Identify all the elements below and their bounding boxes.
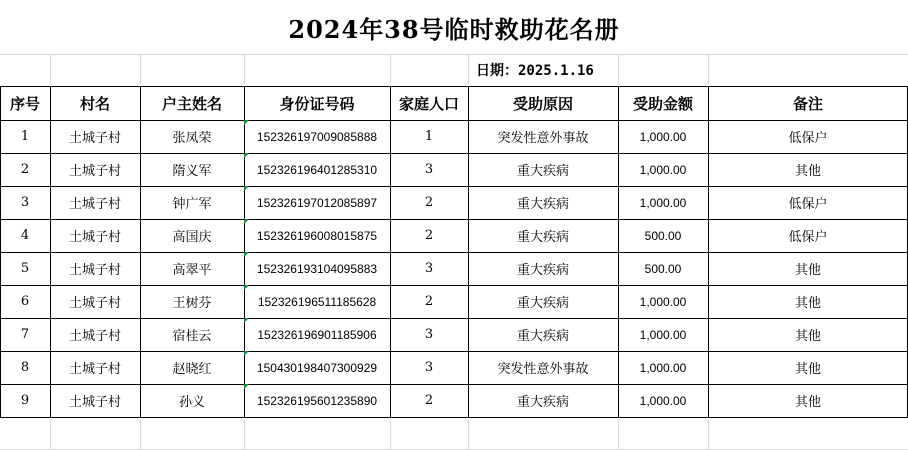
gridline [708, 417, 709, 450]
table-cell-family[interactable]: 2 [424, 195, 434, 210]
table-cell-note[interactable]: 其他 [794, 263, 821, 278]
gridline [0, 54, 908, 55]
sheet-title: 2024年38号临时救助花名册 [288, 14, 620, 44]
table-cell-family[interactable]: 3 [424, 162, 434, 177]
column-header[interactable]: 村名 [79, 94, 110, 113]
table-cell-amount[interactable]: 500.00 [644, 228, 682, 243]
table-cell-id[interactable]: 152326196901185906 [244, 318, 390, 351]
table-cell-id[interactable]: 152326195601235890 [244, 384, 390, 417]
table-cell-amount[interactable]: 1,000.00 [639, 129, 687, 144]
gridline [140, 417, 141, 450]
gridline [244, 54, 245, 86]
table-cell-no[interactable]: 3 [20, 195, 30, 210]
column-header[interactable]: 家庭人口 [398, 94, 459, 113]
table-cell-id[interactable]: 150430198407300929 [244, 351, 390, 384]
column-header[interactable]: 户主姓名 [161, 94, 222, 113]
table-cell-id[interactable]: 152326196008015875 [244, 219, 390, 252]
text-number-flag-icon [244, 384, 249, 389]
table-cell-family[interactable]: 3 [424, 261, 434, 276]
table-cell-note[interactable]: 低保户 [788, 197, 828, 212]
column-header[interactable]: 备注 [792, 94, 823, 113]
gridline [708, 54, 709, 86]
column-header[interactable]: 受助原因 [512, 94, 573, 113]
table-cell-name[interactable]: 王树芬 [172, 296, 212, 311]
gridline [390, 417, 391, 450]
table-cell-village[interactable]: 土城子村 [68, 395, 121, 410]
column-header[interactable]: 序号 [9, 94, 40, 113]
table-cell-id[interactable]: 152326193104095883 [244, 252, 390, 285]
text-number-flag-icon [244, 252, 249, 257]
date-cell[interactable]: 日期：2025.1.16 [476, 63, 594, 79]
gridline [468, 54, 469, 86]
table-cell-name[interactable]: 钟广军 [172, 197, 212, 212]
table-cell-name[interactable]: 隋义军 [172, 164, 212, 179]
table-cell-no[interactable]: 5 [20, 261, 30, 276]
table-cell-amount[interactable]: 1,000.00 [639, 162, 687, 177]
table-cell-name[interactable]: 高翠平 [172, 263, 212, 278]
table-cell-reason[interactable]: 重大疾病 [516, 197, 569, 212]
table-cell-amount[interactable]: 500.00 [644, 261, 682, 276]
table-cell-amount[interactable]: 1,000.00 [639, 393, 687, 408]
table-cell-note[interactable]: 其他 [794, 362, 821, 377]
table-cell-amount[interactable]: 1,000.00 [639, 294, 687, 309]
table-cell-family[interactable]: 2 [424, 393, 434, 408]
table-cell-village[interactable]: 土城子村 [68, 329, 121, 344]
gridline [618, 54, 619, 86]
table-cell-note[interactable]: 低保户 [788, 230, 828, 245]
table-cell-village[interactable]: 土城子村 [68, 131, 121, 146]
gridline [618, 417, 619, 450]
gridline [390, 54, 391, 86]
gridline [244, 417, 245, 450]
text-number-flag-icon [244, 285, 249, 290]
text-number-flag-icon [244, 120, 249, 125]
table-cell-family[interactable]: 3 [424, 327, 434, 342]
table-cell-name[interactable]: 孙义 [178, 395, 205, 410]
text-number-flag-icon [244, 219, 249, 224]
table-cell-no[interactable]: 4 [20, 228, 30, 243]
table-cell-reason[interactable]: 重大疾病 [516, 230, 569, 245]
table-cell-note[interactable]: 低保户 [788, 131, 828, 146]
table-cell-id[interactable]: 152326196401285310 [244, 153, 390, 186]
table-border [0, 417, 908, 418]
table-cell-no[interactable]: 6 [20, 294, 30, 309]
table-cell-village[interactable]: 土城子村 [68, 263, 121, 278]
table-cell-amount[interactable]: 1,000.00 [639, 360, 687, 375]
gridline [50, 54, 51, 86]
table-cell-no[interactable]: 1 [20, 129, 30, 144]
table-cell-note[interactable]: 其他 [794, 395, 821, 410]
table-cell-reason[interactable]: 重大疾病 [516, 263, 569, 278]
table-cell-reason[interactable]: 重大疾病 [516, 329, 569, 344]
table-cell-family[interactable]: 3 [424, 360, 434, 375]
table-cell-amount[interactable]: 1,000.00 [639, 195, 687, 210]
table-cell-id[interactable]: 152326196511185628 [244, 285, 390, 318]
table-cell-name[interactable]: 高国庆 [172, 230, 212, 245]
table-cell-note[interactable]: 其他 [794, 164, 821, 179]
gridline [468, 417, 469, 450]
table-cell-village[interactable]: 土城子村 [68, 296, 121, 311]
table-cell-village[interactable]: 土城子村 [68, 230, 121, 245]
table-cell-name[interactable]: 赵晓红 [172, 362, 212, 377]
table-cell-family[interactable]: 2 [424, 228, 434, 243]
column-header[interactable]: 受助金额 [632, 94, 693, 113]
table-cell-no[interactable]: 7 [20, 327, 30, 342]
table-cell-no[interactable]: 9 [20, 393, 30, 408]
table-cell-note[interactable]: 其他 [794, 329, 821, 344]
text-number-flag-icon [244, 153, 249, 158]
table-cell-reason[interactable]: 重大疾病 [516, 164, 569, 179]
table-cell-village[interactable]: 土城子村 [68, 197, 121, 212]
text-number-flag-icon [244, 351, 249, 356]
table-cell-reason[interactable]: 突发性意外事故 [497, 131, 589, 146]
gridline [140, 54, 141, 86]
text-number-flag-icon [244, 318, 249, 323]
table-cell-id[interactable]: 152326197012085897 [244, 186, 390, 219]
table-cell-no[interactable]: 8 [20, 360, 30, 375]
table-cell-name[interactable]: 宿桂云 [172, 329, 212, 344]
table-cell-reason[interactable]: 重大疾病 [516, 395, 569, 410]
table-cell-family[interactable]: 1 [424, 129, 434, 144]
table-cell-reason[interactable]: 重大疾病 [516, 296, 569, 311]
table-cell-name[interactable]: 张凤荣 [172, 131, 212, 146]
table-cell-reason[interactable]: 突发性意外事故 [497, 362, 589, 377]
gridline [50, 417, 51, 450]
table-cell-family[interactable]: 2 [424, 294, 434, 309]
table-cell-id[interactable]: 152326197009085888 [244, 120, 390, 153]
table-cell-village[interactable]: 土城子村 [68, 164, 121, 179]
table-cell-amount[interactable]: 1,000.00 [639, 327, 687, 342]
column-header[interactable]: 身份证号码 [279, 94, 355, 113]
table-cell-village[interactable]: 土城子村 [68, 362, 121, 377]
table-cell-no[interactable]: 2 [20, 162, 30, 177]
text-number-flag-icon [244, 186, 249, 191]
table-cell-note[interactable]: 其他 [794, 296, 821, 311]
